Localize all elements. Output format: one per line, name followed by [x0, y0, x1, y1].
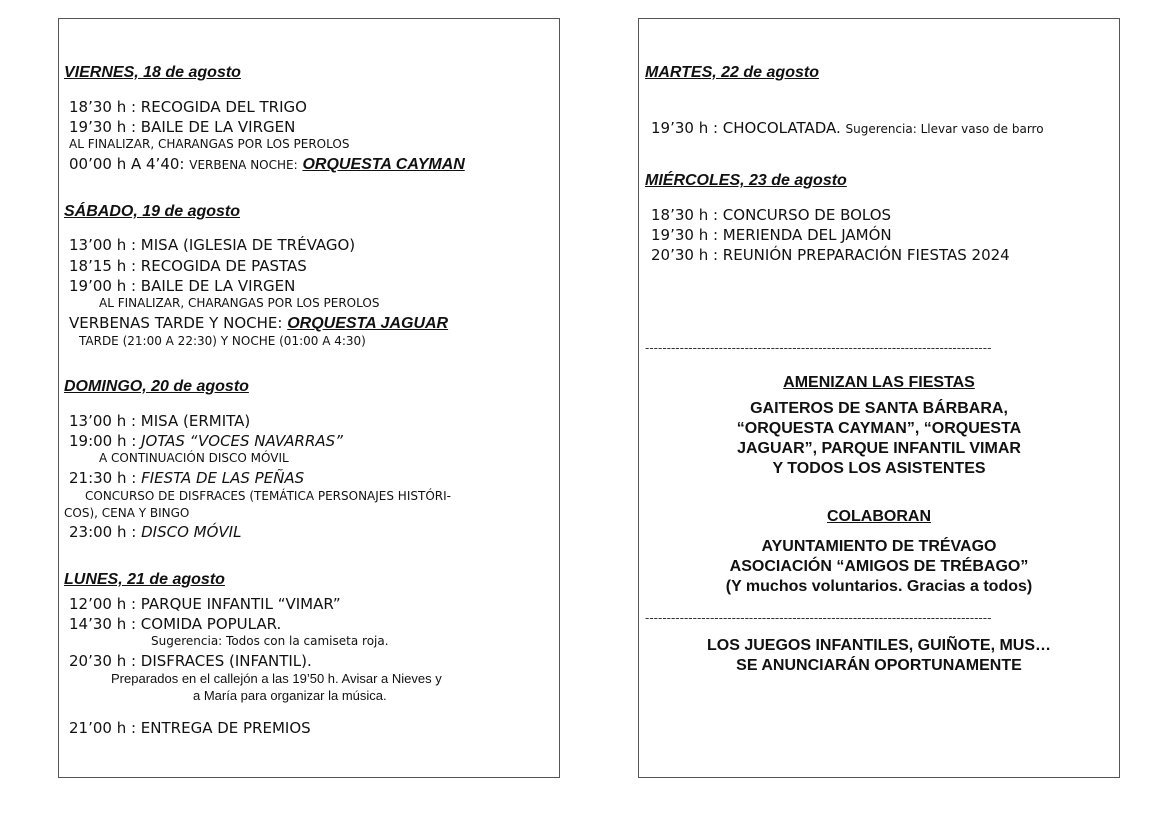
sunday-event-4: [69, 523, 241, 541]
saturday-event-3: 19’00 h : BAILE DE LA VIRGEN: [69, 277, 296, 295]
saturday-event-4-text: VERBENAS TARDE Y NOCHE:: [69, 314, 283, 332]
sunday-heading: DOMINGO, 20 de agosto: [64, 378, 249, 395]
sunday-event-2-time: 19:00 h :: [69, 432, 137, 450]
separator-line-2: --------------------------------------------------------------------------------: [645, 611, 992, 625]
sunday-event-3-time: 21:30 h :: [69, 469, 137, 487]
saturday-band: ORQUESTA JAGUAR: [287, 315, 449, 332]
amenizan-line-2: “ORQUESTA CAYMAN”, “ORQUESTA: [736, 420, 1022, 437]
tuesday-event-1: [651, 119, 1044, 137]
amenizan-line-4: Y TODOS LOS ASISTENTES: [772, 460, 986, 477]
friday-event-3: [69, 155, 465, 174]
monday-heading: LUNES, 21 de agosto: [64, 571, 225, 588]
friday-event-2: 19’30 h : BAILE DE LA VIRGEN: [69, 118, 296, 136]
right-panel: [638, 18, 1120, 778]
saturday-event-4: [69, 314, 448, 333]
saturday-event-1: 13’00 h : MISA (IGLESIA DE TRÉVAGO): [69, 236, 356, 254]
colaboran-title: COLABORAN: [827, 508, 931, 525]
separator-line-1: --------------------------------------------------------------------------------: [645, 341, 992, 355]
colaboran-line-2: ASOCIACIÓN “AMIGOS DE TRÉBAGO”: [729, 558, 1029, 575]
colaboran-line-1: AYUNTAMIENTO DE TRÉVAGO: [761, 538, 997, 555]
saturday-event-4-note: TARDE (21:00 A 22:30) Y NOCHE (01:00 A 4:30): [79, 334, 366, 348]
sunday-event-4-text: DISCO MÓVIL: [141, 523, 242, 541]
monday-event-3-note-1: Preparados en el callejón a las 19’50 h. Avisar a Nieves y: [111, 671, 442, 686]
sunday-event-3: [69, 469, 304, 487]
amenizan-line-1: GAITEROS DE SANTA BÁRBARA,: [750, 400, 1008, 417]
sunday-event-2-note: A CONTINUACIÓN DISCO MÓVIL: [99, 451, 289, 465]
amenizan-line-3: JAGUAR”, PARQUE INFANTIL VIMAR: [737, 440, 1021, 457]
wednesday-event-1: 18’30 h : CONCURSO DE BOLOS: [651, 206, 892, 224]
friday-event-3-text: VERBENA NOCHE:: [189, 158, 298, 172]
monday-event-4: 21’00 h : ENTREGA DE PREMIOS: [69, 719, 311, 737]
colaboran-line-3: (Y muchos voluntarios. Gracias a todos): [725, 578, 1033, 595]
amenizan-title: AMENIZAN LAS FIESTAS: [783, 374, 975, 391]
sunday-event-4-time: 23:00 h :: [69, 523, 137, 541]
tuesday-event-1-text: 19’30 h : CHOCOLATADA.: [651, 119, 841, 137]
sunday-event-2-text: JOTAS “VOCES NAVARRAS”: [141, 432, 343, 450]
monday-event-2-note: Sugerencia: Todos con la camiseta roja.: [151, 634, 389, 648]
footer-line-1: LOS JUEGOS INFANTILES, GUIÑOTE, MUS…: [706, 637, 1052, 654]
sunday-event-1: 13’00 h : MISA (ERMITA): [69, 412, 251, 430]
friday-band: ORQUESTA CAYMAN: [302, 156, 465, 173]
footer-line-2: SE ANUNCIARÁN OPORTUNAMENTE: [736, 657, 1022, 674]
wednesday-event-3: 20’30 h : REUNIÓN PREPARACIÓN FIESTAS 2024: [651, 246, 1010, 264]
sunday-event-3-note-1: CONCURSO DE DISFRACES (TEMÁTICA PERSONAJES HISTÓRI-: [85, 489, 451, 503]
wednesday-event-2: 19’30 h : MERIENDA DEL JAMÓN: [651, 226, 892, 244]
monday-event-3: 20’30 h : DISFRACES (INFANTIL).: [69, 652, 312, 670]
friday-heading: VIERNES, 18 de agosto: [64, 64, 241, 81]
monday-event-3-note-2: a María para organizar la música.: [193, 688, 387, 703]
monday-event-1: 12’00 h : PARQUE INFANTIL “VIMAR”: [69, 595, 341, 613]
saturday-event-3-note: AL FINALIZAR, CHARANGAS POR LOS PEROLOS: [99, 296, 380, 310]
friday-event-3-time: 00’00 h A 4’40:: [69, 155, 185, 173]
saturday-event-2: 18’15 h : RECOGIDA DE PASTAS: [69, 257, 307, 275]
friday-event-1: 18’30 h : RECOGIDA DEL TRIGO: [69, 98, 307, 116]
saturday-heading: SÁBADO, 19 de agosto: [64, 203, 241, 220]
friday-event-2-note: AL FINALIZAR, CHARANGAS POR LOS PEROLOS: [69, 137, 350, 151]
sunday-event-3-note-2: COS), CENA Y BINGO: [64, 506, 190, 520]
sunday-event-3-text: FIESTA DE LAS PEÑAS: [141, 469, 305, 487]
sunday-event-2: [69, 432, 343, 450]
wednesday-heading: MIÉRCOLES, 23 de agosto: [645, 172, 847, 189]
monday-event-2: 14’30 h : COMIDA POPULAR.: [69, 615, 282, 633]
left-panel: [58, 18, 560, 778]
tuesday-event-1-note: Sugerencia: Llevar vaso de barro: [845, 122, 1044, 136]
tuesday-heading: MARTES, 22 de agosto: [645, 64, 819, 81]
